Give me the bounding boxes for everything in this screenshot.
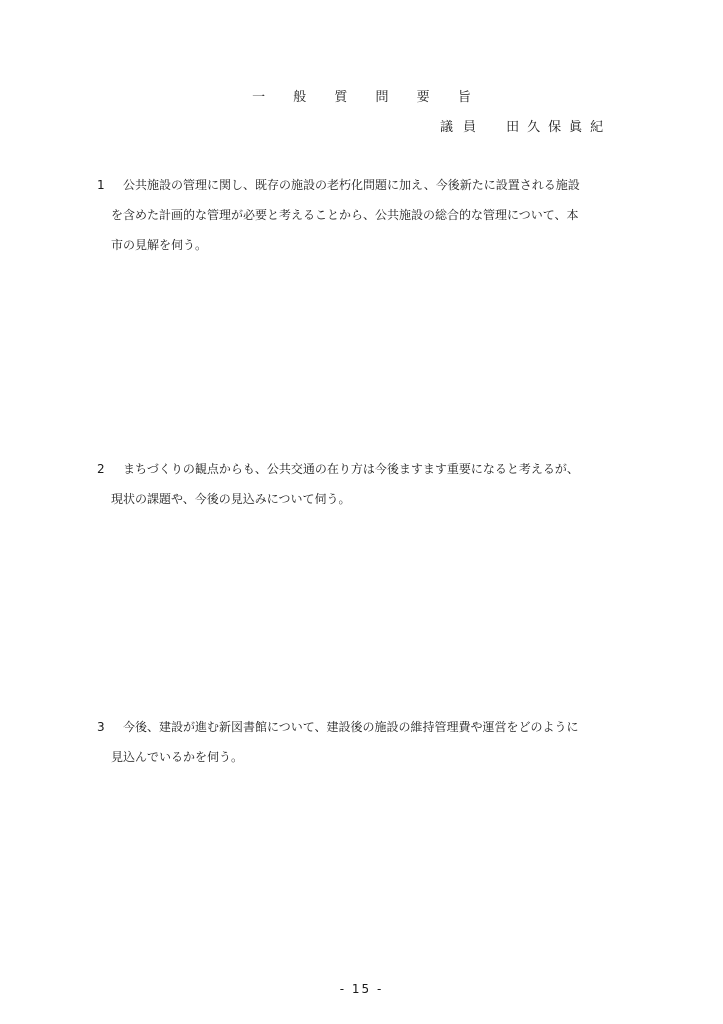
member-info [440, 116, 611, 135]
question-number: 2 [97, 462, 105, 476]
question-line: 1 公共施設の管理に関し、既存の施設の老朽化問題に加え、今後新たに設置される施設 [97, 170, 637, 200]
question-line: 3 今後、建設が進む新図書館について、建設後の施設の維持管理費や運営をどのように [97, 712, 637, 742]
question-3 [97, 712, 637, 772]
page-number: - 15 - [339, 982, 384, 996]
document-title: 一 般 質 問 要 旨 [252, 90, 483, 105]
question-line: を含めた計画的な管理が必要と考えることから、公共施設の総合的な管理について、本 [111, 208, 579, 222]
question-number: 1 [97, 178, 105, 192]
question-line: 2 まちづくりの観点からも、公共交通の在り方は今後ますます重要になると考えるが、 [97, 454, 637, 484]
member-name: 田久保眞紀 [506, 120, 612, 135]
question-line: 市の見解を伺う。 [111, 238, 208, 252]
question-number: 3 [97, 720, 105, 734]
question-1 [97, 170, 637, 260]
member-role: 議員 [440, 120, 487, 135]
question-line: 見込んでいるかを伺う。 [111, 750, 244, 764]
question-2 [97, 454, 637, 514]
question-line: 現状の課題や、今後の見込みについて伺う。 [111, 492, 351, 506]
